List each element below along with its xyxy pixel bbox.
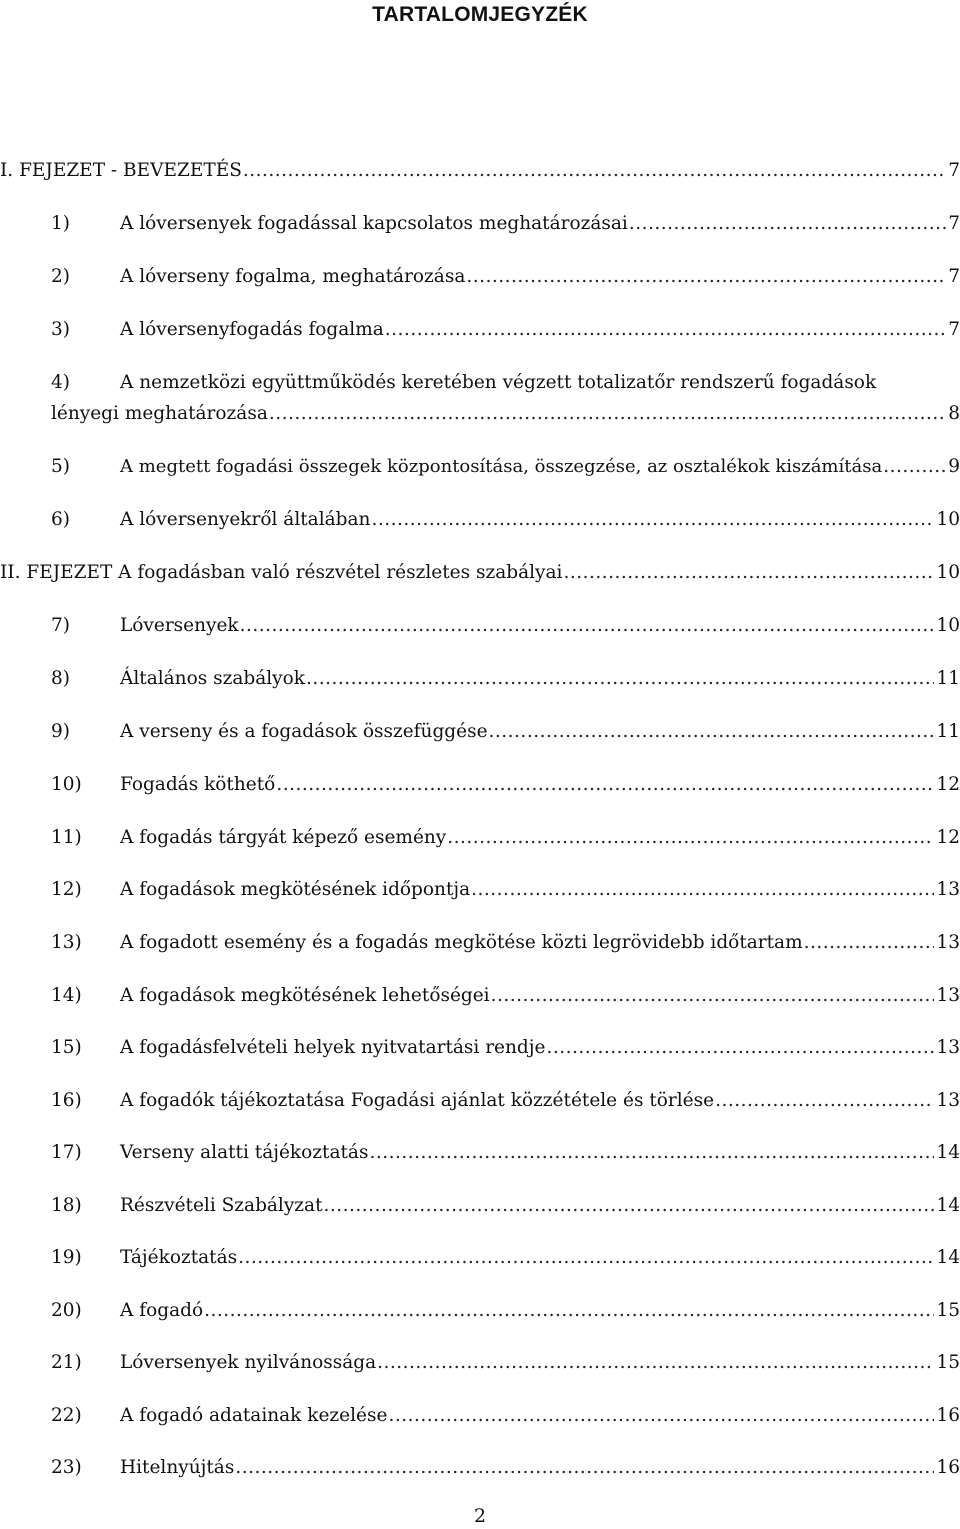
toc-entry-page: 10 [936, 615, 960, 636]
dot-leader [243, 158, 946, 184]
toc-entry-text: I. FEJEZET - BEVEZETÉS [0, 160, 242, 181]
toc-entry-page: 14 [936, 1247, 960, 1268]
toc-entry-page: 12 [936, 827, 960, 848]
toc-entry-text-line-2: lényegi meghatározása [51, 403, 268, 424]
toc-entry-number: 1) [51, 213, 70, 234]
toc-entry-page: 7 [948, 266, 960, 287]
toc-entry-4[interactable] [0, 370, 960, 427]
toc-entry-11[interactable] [0, 825, 960, 851]
toc-entry-page: 14 [936, 1195, 960, 1216]
toc-entry-number: 4) [51, 372, 70, 393]
dot-leader [563, 560, 934, 586]
toc-entry-text: A fogadók tájékoztatása Fogadási ajánlat közzététele és törlése [120, 1090, 715, 1111]
toc-entry-number: 14) [51, 985, 82, 1006]
toc-entry-18[interactable] [0, 1193, 960, 1219]
dot-leader [204, 1298, 934, 1324]
toc-entry-text: Fogadás köthető [120, 774, 276, 795]
toc-entry-page: 8 [948, 403, 960, 424]
page-number: 2 [473, 1505, 487, 1527]
toc-entry-chapter-prefix: II. FEJEZET [0, 562, 113, 583]
toc-entry-19[interactable] [0, 1245, 960, 1271]
toc-entry-number: 9) [51, 721, 70, 742]
dot-leader [240, 613, 935, 639]
toc-entry-number: 12) [51, 879, 82, 900]
toc-entry-text: Általános szabályok [120, 668, 305, 689]
toc-entry-text: A fogadások megkötésének időpontja [120, 879, 471, 900]
toc-entry-chapter-1[interactable] [0, 158, 960, 184]
toc-entry-number: 18) [51, 1195, 82, 1216]
toc-entry-2[interactable] [0, 264, 960, 290]
toc-entry-number: 10) [51, 774, 82, 795]
page-title: TARTALOMJEGYZÉK [372, 3, 588, 26]
dot-leader [324, 1193, 935, 1219]
dot-leader [491, 983, 935, 1009]
toc-entry-number: 8) [51, 668, 70, 689]
toc-entry-text: Hitelnyújtás [120, 1457, 235, 1478]
toc-entry-page: 13 [936, 1090, 960, 1111]
dot-leader [489, 719, 935, 745]
toc-entry-page: 7 [948, 319, 960, 340]
toc-entry-page: 13 [936, 879, 960, 900]
toc-entry-20[interactable] [0, 1298, 960, 1324]
toc-entry-page: 16 [936, 1405, 960, 1426]
toc-entry-12[interactable] [0, 877, 960, 903]
dot-leader [447, 825, 934, 851]
toc-entry-page: 12 [936, 774, 960, 795]
toc-entry-text: A lóversenyfogadás fogalma [120, 319, 384, 340]
toc-entry-text: A megtett fogadási összegek központosítása, összegzése, az osztalékok kiszámítása [120, 456, 883, 477]
toc-entry-14[interactable] [0, 983, 960, 1009]
toc-entry-page: 11 [936, 668, 960, 689]
toc-entry-number: 23) [51, 1457, 82, 1478]
toc-entry-number: 13) [51, 932, 82, 953]
dot-leader [388, 1403, 934, 1429]
toc-entry-3[interactable] [0, 317, 960, 343]
toc-entry-number: 21) [51, 1352, 82, 1373]
dot-leader [629, 211, 946, 237]
toc-entry-21[interactable] [0, 1350, 960, 1376]
toc-entry-page: 9 [948, 456, 960, 477]
toc-entry-text: A fogadás tárgyát képező esemény [120, 827, 447, 848]
dot-leader [269, 401, 946, 427]
toc-entry-page: 13 [936, 932, 960, 953]
toc-entry-text: Lóversenyek [120, 615, 239, 636]
dot-leader [715, 1088, 934, 1114]
dot-leader [371, 507, 934, 533]
dot-leader [385, 317, 946, 343]
toc-entry-page: 13 [936, 1037, 960, 1058]
toc-entry-page: 10 [936, 509, 960, 530]
dot-leader [471, 877, 934, 903]
toc-entry-page: 14 [936, 1142, 960, 1163]
toc-entry-text: A fogadott esemény és a fogadás megkötése közti legrövidebb időtartam [120, 932, 803, 953]
dot-leader [466, 264, 946, 290]
toc-entry-text: Részvételi Szabályzat [120, 1195, 323, 1216]
toc-entry-text: Verseny alatti tájékoztatás [120, 1142, 369, 1163]
toc-entry-number: 19) [51, 1247, 82, 1268]
dot-leader [238, 1245, 934, 1271]
toc-entry-8[interactable] [0, 666, 960, 692]
toc-entry-number: 11) [51, 827, 82, 848]
toc-entry-16[interactable] [0, 1088, 960, 1114]
toc-entry-number: 16) [51, 1090, 82, 1111]
toc-entry-text: A fogadások megkötésének lehetőségei [120, 985, 490, 1006]
toc-entry-number: 2) [51, 266, 70, 287]
dot-leader [883, 454, 946, 480]
dot-leader [804, 930, 935, 956]
toc-entry-page: 10 [936, 562, 960, 583]
toc-entry-15[interactable] [0, 1035, 960, 1061]
toc-entry-6[interactable] [0, 507, 960, 533]
toc-entry-number: 7) [51, 615, 70, 636]
toc-entry-number: 17) [51, 1142, 82, 1163]
toc-entry-number: 3) [51, 319, 70, 340]
toc-entry-page: 15 [936, 1352, 960, 1373]
toc-entry-chapter-2[interactable] [0, 560, 960, 586]
toc-entry-text: A fogadásfelvételi helyek nyitvatartási rendje [120, 1037, 546, 1058]
toc-entry-5[interactable] [0, 454, 960, 480]
toc-entry-13[interactable] [0, 930, 960, 956]
toc-entry-page: 11 [936, 721, 960, 742]
toc-entry-number: 20) [51, 1300, 82, 1321]
toc-entry-text: Lóversenyek nyilvánossága [120, 1352, 377, 1373]
toc-entry-page: 7 [948, 213, 960, 234]
toc-entry-text: A fogadó adatainak kezelése [120, 1405, 388, 1426]
dot-leader [546, 1035, 934, 1061]
toc-entry-text: A lóverseny fogalma, meghatározása [120, 266, 466, 287]
toc-entry-text-line-1: A nemzetközi együttműködés keretében végzett totalizatőr rendszerű fogadások [120, 372, 877, 393]
toc-entry-9[interactable] [0, 719, 960, 745]
toc-entry-text: A fogadásban való részvétel részletes szabályai [118, 562, 563, 583]
toc-entry-22[interactable] [0, 1403, 960, 1429]
dot-leader [369, 1140, 934, 1166]
toc-entry-number: 5) [51, 456, 70, 477]
toc-entry-page: 15 [936, 1300, 960, 1321]
toc-entry-number: 6) [51, 509, 70, 530]
toc-entry-number: 22) [51, 1405, 82, 1426]
toc-entry-page: 13 [936, 985, 960, 1006]
dot-leader [306, 666, 934, 692]
toc-entry-23[interactable] [0, 1455, 960, 1481]
toc-entry-page: 16 [936, 1457, 960, 1478]
dot-leader [276, 772, 934, 798]
toc-entry-17[interactable] [0, 1140, 960, 1166]
toc-entry-text: Tájékoztatás [120, 1247, 238, 1268]
toc-entry-10[interactable] [0, 772, 960, 798]
toc-entry-1[interactable] [0, 211, 960, 237]
toc-entry-7[interactable] [0, 613, 960, 639]
dot-leader [235, 1455, 934, 1481]
toc-entry-text: A lóversenyekről általában [120, 509, 371, 530]
toc-entry-page: 7 [948, 160, 960, 181]
toc-entry-text: A verseny és a fogadások összefüggése [120, 721, 488, 742]
dot-leader [377, 1350, 934, 1376]
toc-entry-number: 15) [51, 1037, 82, 1058]
toc-entry-text: A fogadó [120, 1300, 204, 1321]
toc-entry-text: A lóversenyek fogadással kapcsolatos meghatározásai [120, 213, 628, 234]
